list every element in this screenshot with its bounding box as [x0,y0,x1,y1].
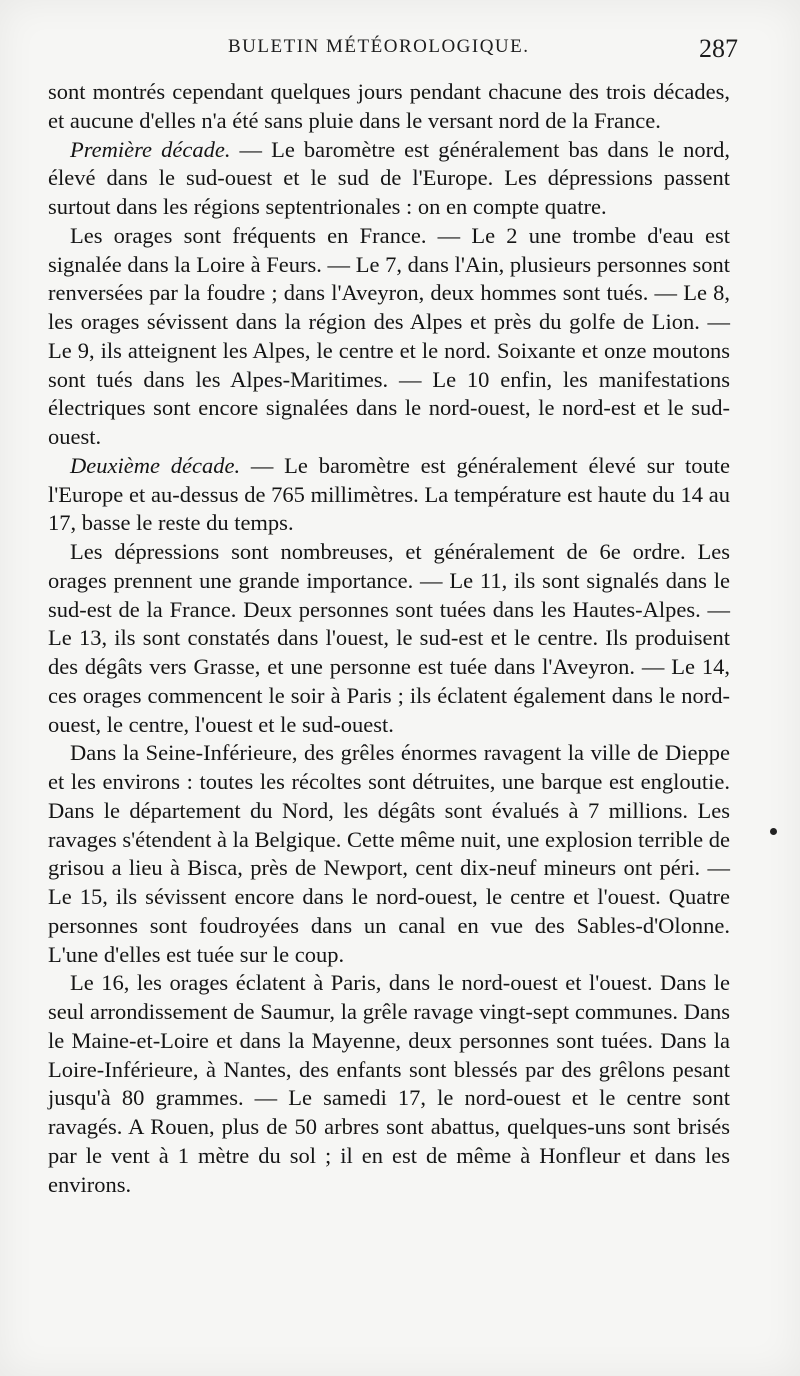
paragraph-continuation [48,78,730,136]
article-body [48,78,730,1199]
page-number: 287 [699,34,738,63]
paragraph-text: Les orages sont fréquents en France. — Le 2 une trombe d'eau est signalée dans la Loire à Feurs. — Le 7, dans l'Ain, plusieurs personnes sont renversées par la foudre ; dans l'Aveyron, deux hommes sont tués. — Le 8, les orages sévissent dans la région des Alpes et près du golfe de Lion. — Le 9, ils atteignent les Alpes, le centre et le nord. Soixante et onze moutons sont tués dans les Alpes-Maritimes. — Le 10 enfin, les manifestations électriques sont encore signalées dans le nord-ouest, le nord-est et le sud-ouest. [48,222,730,449]
paragraph-premiere-decade [48,136,730,222]
running-title: BULETIN MÉTÉOROLOGIQUE. [228,36,530,57]
section-title: Première décade. [70,136,231,162]
paragraph-text: Les dépressions sont nombreuses, et généralement de 6e ordre. Les orages prennent une grande importance. — Le 11, ils sont signalés dans le sud-est de la France. Deux personnes sont tuées dans les Hautes-Alpes. — Le 13, ils sont constatés dans l'ouest, le sud-est et le centre. Ils produisent des dégâts vers Grasse, et une personne est tuée dans l'Aveyron. — Le 14, ces orages commencent le soir à Paris ; ils éclatent également dans le nord-ouest, le centre, l'ouest et le sud-ouest. [48,539,730,737]
paragraph-seine-inferieure [48,739,730,969]
paragraph-orages-1 [48,222,730,452]
paragraph-le-16 [48,969,730,1199]
page-header [48,34,738,74]
paragraph-deuxieme-decade [48,452,730,538]
paragraph-text: sont montrés cependant quelques jours pendant chacune des trois décades, et aucune d'elles n'a été sans pluie dans le versant nord de la France. [48,79,730,133]
paragraph-text: — Le baromètre est généralement élevé sur toute l'Europe et au-dessus de 765 millimètres. La température est haute du 14 au 17, basse le reste du temps. [48,452,730,536]
section-title: Deuxième décade. [70,452,241,478]
paragraph-text: — Le baromètre est généralement bas dans le nord, élevé dans le sud-ouest et le sud de l'Europe. Les dépressions passent surtout dans les régions septentrionales : on en compte quatre. [48,136,730,219]
paragraph-text: Le 16, les orages éclatent à Paris, dans le nord-ouest et l'ouest. Dans le seul arrondissement de Saumur, la grêle ravage vingt-sept communes. Dans le Maine-et-Loire et dans la Mayenne, deux personnes sont tuées. Dans la Loire-Inférieure, à Nantes, des enfants sont blessés par des grêlons pesant jusqu'à 80 grammes. — Le samedi 17, le nord-ouest et le centre sont ravagés. A Rouen, plus de 50 arbres sont abattus, quelques-uns sont brisés par le vent à 1 mètre du sol ; il en est de même à Honfleur et dans les environs. [48,970,730,1197]
paragraph-depressions [48,538,730,739]
ink-dot-mark [770,828,777,835]
paragraph-text: Dans la Seine-Inférieure, des grêles énormes ravagent la ville de Dieppe et les environs : toutes les récoltes sont détruites, une barque est engloutie. Dans le département du Nord, les dégâts sont évalués à 7 millions. Les ravages s'étendent à la Belgique. Cette même nuit, une explosion terrible de grisou a lieu à Bisca, près de Newport, cent dix-neuf mineurs ont péri. — Le 15, ils sévissent encore dans le nord-ouest, le centre et l'ouest. Quatre personnes sont foudroyées dans un canal en vue des Sables-d'Olonne. L'une d'elles est tuée sur le coup. [48,740,730,967]
